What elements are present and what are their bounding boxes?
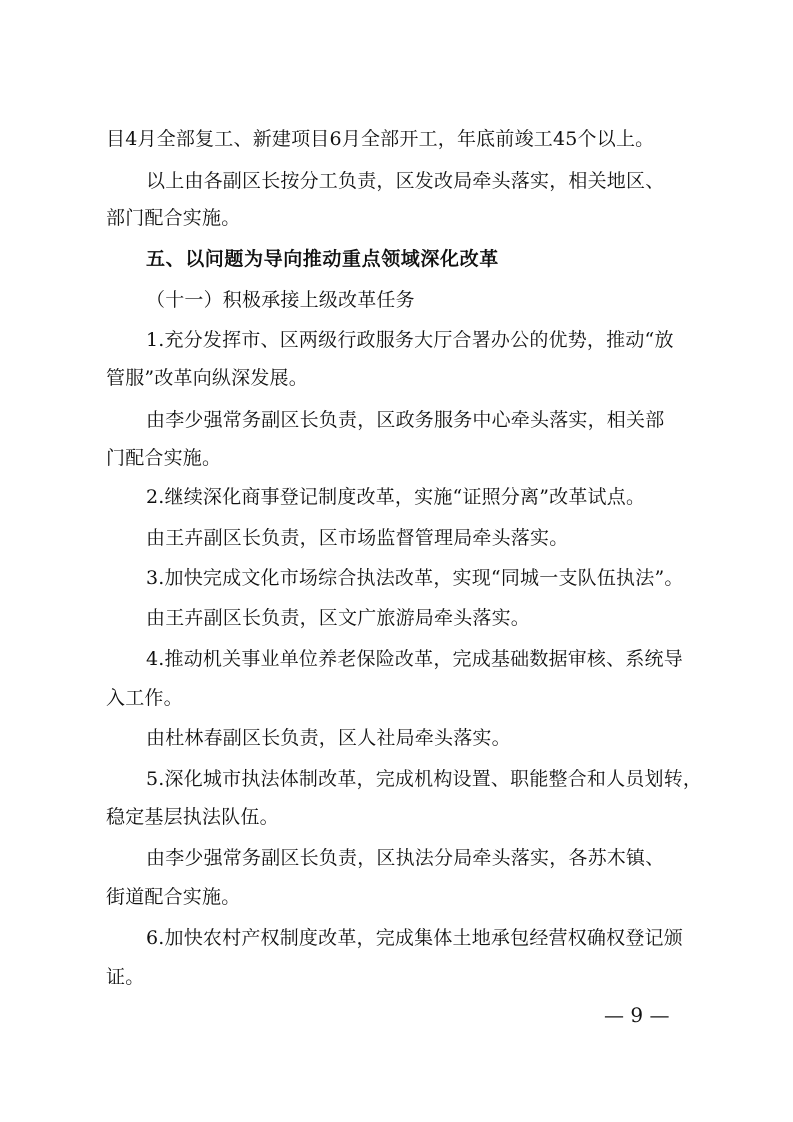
paragraph-line: 街道配合实施。 — [106, 886, 241, 908]
paragraph-line: 1.充分发挥市、区两级行政服务大厅合署办公的优势，推动“放 — [146, 329, 674, 351]
paragraph-line: 由王卉副区长负责，区市场监督管理局牵头落实。 — [146, 527, 569, 549]
paragraph-line: 门配合实施。 — [106, 447, 222, 469]
paragraph-line: 证。 — [106, 966, 145, 988]
page-number: — 9 — — [604, 1003, 670, 1027]
paragraph-line: 由杜林春副区长负责，区人社局牵头落实。 — [146, 727, 511, 749]
paragraph-line: 6.加快农村产权制度改革，完成集体土地承包经营权确权登记颁 — [146, 927, 683, 949]
paragraph-line: 由李少强常务副区长负责，区政务服务中心牵头落实，相关部 — [146, 409, 665, 431]
paragraph-line: 3.加快完成文化市场综合执法改革，实现“同城一支队伍执法”。 — [146, 567, 684, 589]
paragraph-line: 入工作。 — [106, 687, 183, 709]
paragraph-line: 管服”改革向纵深发展。 — [106, 367, 308, 389]
paragraph-line: 稳定基层执法队伍。 — [106, 806, 279, 828]
paragraph-line: 由王卉副区长负责，区文广旅游局牵头落实。 — [146, 607, 531, 629]
paragraph-line: 4.推动机关事业单位养老保险改革，完成基础数据审核、系统导 — [146, 648, 683, 670]
paragraph-line: 目4月全部复工、新建项目6月全部开工，年底前竣工45个以上。 — [106, 128, 655, 150]
subsection-heading: （十一）积极承接上级改革任务 — [146, 289, 415, 311]
paragraph-line: 部门配合实施。 — [106, 207, 241, 229]
paragraph-line: 5.深化城市执法体制改革，完成机构设置、职能整合和人员划转， — [146, 768, 703, 790]
paragraph-line: 以上由各副区长按分工负责，区发改局牵头落实，相关地区、 — [146, 170, 665, 192]
section-heading: 五、以问题为导向推动重点领域深化改革 — [146, 248, 499, 270]
paragraph-line: 由李少强常务副区长负责，区执法分局牵头落实，各苏木镇、 — [146, 847, 665, 869]
paragraph-line: 2.继续深化商事登记制度改革，实施“证照分离”改革试点。 — [146, 486, 646, 508]
